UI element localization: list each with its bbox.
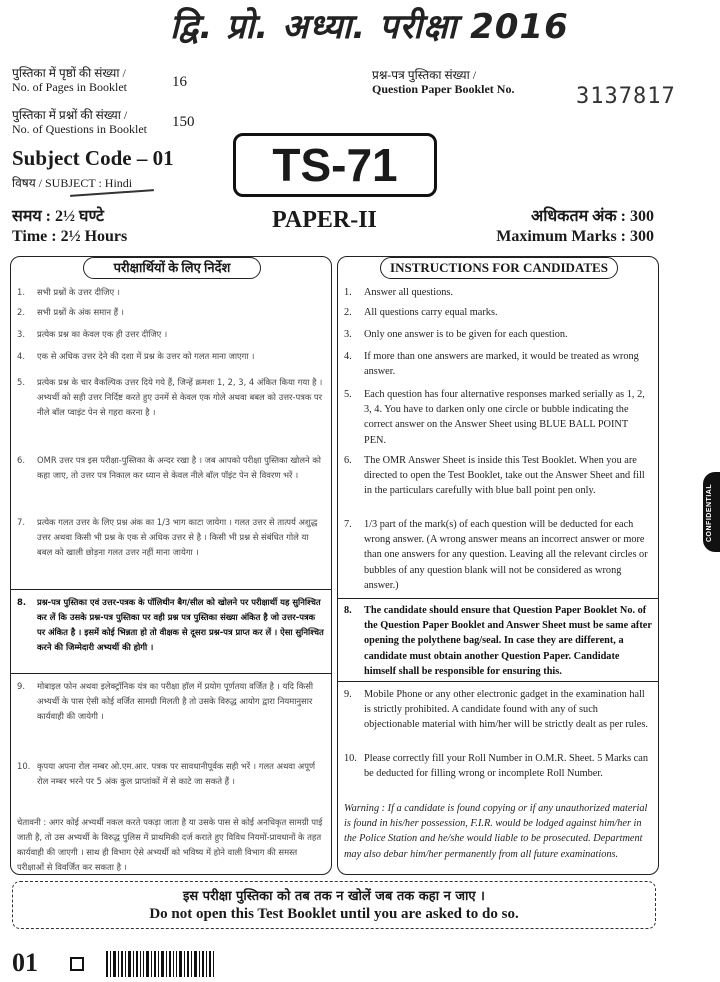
time-hindi: समय : 2½ घण्टे [12, 208, 104, 225]
footer-notice-box [12, 881, 656, 929]
questions-label-english: No. of Questions in Booklet [12, 122, 147, 136]
hindi-instructions-panel [10, 256, 332, 875]
time-english: Time : 2½ Hours [12, 228, 128, 245]
hindi-instructions-heading: परीक्षार्थियों के लिए निर्देश [83, 257, 261, 279]
list-item: 7. प्रत्येक गलत उत्तर के लिए प्रश्न अंक का 1/3 भाग काटा जायेगा । गलत उत्तर से तात्पर्य अशुद्ध उत्तर अथवा किसी भी प्रश्न के एक से अधिक उत्तर से है । किसी भी प्रश्न से संबंधित गोले या बबल को खाली छोड़ना गलत उत्तर नहीं माना जायेगा । [17, 517, 318, 557]
confidential-label: CONFIDENTIAL [706, 483, 713, 543]
booklet-label-english: Question Paper Booklet No. [372, 82, 515, 96]
booklet-number: 3137817 [576, 84, 676, 109]
list-item: 8. प्रश्न-पत्र पुस्तिका एवं उत्तर-पत्रक के पॉलिथीन बैग/सील को खोलने पर परीक्षार्थी यह सुनिश्चित कर लें कि उसके प्रश्न-पत्र पुस्तिका पर वही प्रश्न पत्र पुस्तिका संख्या अंकित है जो उत्तर-पत्रक पर अंकित है । इसमें कोई भिन्नता हो तो वीक्षक से दूसरा प्रश्न-पत्र प्राप्त कर लें । ऐसा सुनिश्चित करने की जिम्मेदारी अभ्यर्थी की होगी । [17, 597, 324, 652]
barcode [106, 951, 216, 977]
english-divider-top [338, 598, 658, 599]
hindi-divider-bottom [11, 673, 331, 674]
marks-hindi: अधिकतम अंक : 300 [530, 208, 654, 225]
english-instructions-heading: INSTRUCTIONS FOR CANDIDATES [380, 257, 618, 279]
warning-item: चेतावनी : अगर कोई अभ्यर्थी नकल करते पकड़ा जाता है या उसके पास से कोई अनधिकृत सामग्री पाई जाती है, तो उस अभ्यर्थी के विरुद्ध पुलिस में प्राथमिकी दर्ज कराते हुए विविध नियमों-प्रावधानों के तहत कार्यवाही की जाएगी । साथ ही विभाग ऐसे अभ्यर्थी को भविष्य में होने वाली विभाग की समस्त परीक्षाओं से विवर्जित कर सकता है । [17, 817, 323, 872]
questions-label [12, 108, 147, 136]
questions-value: 150 [172, 114, 195, 130]
pages-label [12, 66, 127, 94]
pages-value: 16 [172, 74, 187, 90]
list-item: 1. सभी प्रश्नों के उत्तर दीजिए । [17, 287, 120, 297]
subject-code: Subject Code – 01 [12, 146, 174, 170]
list-item: 6. OMR उत्तर पत्र इस परीक्षा-पुस्तिका के अन्दर रखा है । जब आपको परीक्षा पुस्तिका खोलने को कहा जाए, तो उत्तर पत्र निकाल कर ध्यान से केवल नीले बॉल पॉइंट पेन से विवरण भरें । [17, 455, 321, 480]
handwritten-title: द्वि. प्रो. अध्या. परीक्षा 2016 [170, 7, 569, 47]
pages-label-english: No. of Pages in Booklet [12, 80, 127, 94]
subject-label: विषय / SUBJECT : Hindi [12, 176, 133, 190]
paper-title: PAPER-II [272, 207, 377, 233]
series-code: 01 [12, 948, 38, 977]
list-item: 10. कृपया अपना रोल नम्बर ओ.एम.आर. पत्रक पर सावधानीपूर्वक सही भरें । गलत अथवा अपूर्ण रोल नम्बर भरने पर 5 अंक कुल प्राप्तांकों में से काटे जा सकते हैं । [17, 761, 316, 786]
list-item: 5. प्रत्येक प्रश्न के चार वैकल्पिक उत्तर दिये गये हैं, जिन्हें क्रमशः 1, 2, 3, 4 अंकित किया गया है । अभ्यर्थी को सही उत्तर निर्दिष्ट करते हुए उनमें से केवल एक गोले अथवा बबल को उत्तर-पत्रक पर नीले बॉल प्वाइंट पेन से गहरा करना है । [17, 377, 323, 417]
hindi-instructions-list [11, 283, 331, 874]
booklet-label [372, 68, 514, 96]
list-item: 3. प्रत्येक प्रश्न का केवल एक ही उत्तर दीजिए । [17, 329, 168, 339]
list-item: 2. सभी प्रश्नों के अंक समान हैं । [17, 307, 124, 317]
list-item: 9. मोबाइल फोन अथवा इलेक्ट्रॉनिक यंत्र का परीक्षा हॉल में प्रयोग पूर्णतया वर्जित है । यदि किसी अभ्यर्थी के पास ऐसी कोई वर्जित सामग्री मिलती है तो उसके विरुद्ध आयोग द्वारा नियमानुसार कार्यवाही की जायेगी । [17, 681, 314, 721]
test-code-box: TS-71 [233, 133, 437, 197]
subject-underline [70, 189, 154, 197]
pages-label-hindi: पुस्तिका में पृष्ठों की संख्या / [12, 66, 126, 80]
english-divider-bottom [338, 681, 658, 682]
footer-english-notice: Do not open this Test Booklet until you are asked to do so. [149, 906, 519, 922]
list-item: 4. एक से अधिक उत्तर देने की दशा में प्रश्न के उत्तर को गलत माना जाएगा । [17, 351, 255, 361]
checkbox-square [70, 957, 84, 971]
english-instructions-panel [337, 256, 659, 875]
hindi-divider-top [11, 589, 331, 590]
english-instructions-list: 1. Answer all questions. 2. All questions carry equal marks. 3. Only one answer is to be given for each question. 4. If more than one answers are marked, it would be treated as wrong answer. 5. Each question has four alternative responses marked serially as 1, 2, 3, 4. You have to darken only one circle or bubble indicating the correct answer on the Answer Sheet using BLUE BALL POINT PEN. 6. The OMR Answer Sheet is inside this Test Booklet. When you are directed to open the Test Booklet, take out the Answer Sheet and fill in the particulars carefully with blue ball point pen only. 7. 1/3 part of the mark(s) of each question will be deducted for each wrong answer. (A wrong answer means an incorrect answer or more than one answers for any question. Leaving all the relevant circles or bubbles of any question blank will not be considered as wrong answer.) 8. The candidate should ensure that Question Paper Booklet No. of the Question Paper Booklet and Answer Sheet must be same after opening the polythene bag/seal. In case they are different, a candidate must obtain another Question Paper. Candidate himself shall be responsible for ensuring this. 9. Mobile Phone or any other electronic gadget in the examination hall is strictly prohibited. A candidate found with any of such objectionable material with him/her will be strictly dealt as per rules. 10. Please correctly fill your Roll Number in O.M.R. Sheet. 5 Marks can be deducted for filling wrong or incomplete Roll Number. Warning : If a candidate is found copying or if any unauthorized material is found in his/her possession, F.I.R. would be lodged against him/her in the Police Station and he/she would liable to be prosecuted. Department may also debar him/her permanently from all future examinations. [338, 283, 658, 874]
booklet-label-hindi: प्रश्न-पत्र पुस्तिका संख्या / [372, 68, 477, 82]
marks-english: Maximum Marks : 300 [496, 228, 654, 245]
questions-label-hindi: पुस्तिका में प्रश्नों की संख्या / [12, 108, 128, 122]
footer-hindi-notice: इस परीक्षा पुस्तिका को तब तक न खोलें जब तक कहा न जाए । [182, 889, 485, 904]
